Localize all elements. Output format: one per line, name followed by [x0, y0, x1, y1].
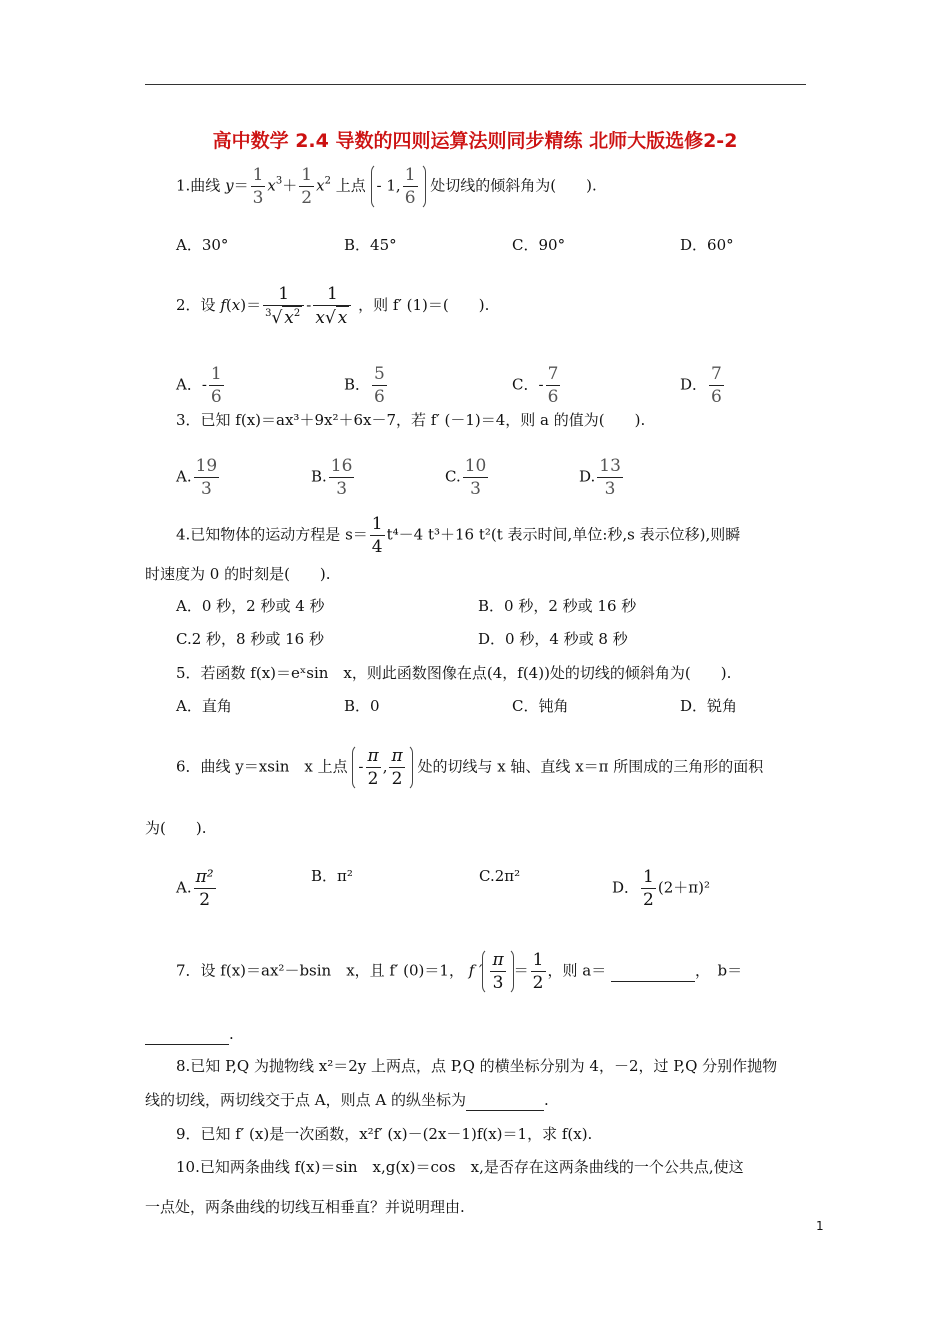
q1-frac-1: $\frac{1}{3}$	[252, 165, 264, 208]
q4-frac: $\frac{1}{4}$	[371, 514, 383, 557]
q3-option-a: A. $\frac{19}{3}$	[176, 456, 218, 499]
q4-option-a: A．0 秒，2 秒或 4 秒	[176, 597, 325, 615]
q1-option-d: D．60°	[680, 236, 734, 254]
q7-line-2: .	[145, 1024, 234, 1045]
q4-option-c: C.2 秒，8 秒或 16 秒	[176, 630, 324, 648]
question-5: 5．若函数 f(x)＝eˣsin x，则此函数图像在点(4，f(4))处的切线的倾斜角为( ).	[176, 664, 732, 682]
q1-point: - 1, $\frac{1}{6}$	[371, 163, 426, 210]
q6-point: - $\frac{\pi}{2}$ , $\frac{\pi}{2}$	[352, 744, 412, 791]
question-9: 9．已知 f′ (x)是一次函数，x²f′ (x)－(2x－1)f(x)＝1，求 f(x).	[176, 1125, 593, 1143]
q2-option-c: C．- $\frac{7}{6}$	[512, 364, 559, 407]
q7-answer-b[interactable]	[145, 1024, 229, 1045]
q1-option-c: C．90°	[512, 236, 566, 254]
q6-option-a: A. $\frac{\text{π²}}{2}$	[176, 867, 214, 910]
q2-suffix: ，则 f′ (1)＝( ).	[358, 296, 490, 314]
q2-prefix: 2．设	[176, 296, 216, 314]
q1-frac-2: $\frac{1}{2}$	[301, 165, 313, 208]
q1-option-b: B．45°	[344, 236, 397, 254]
q2-option-d: D． $\frac{7}{6}$	[680, 364, 722, 407]
question-3: 3．已知 f(x)＝ax³＋9x²＋6x－7，若 f′ (－1)＝4，则 a 的值为( ).	[176, 411, 646, 429]
question-2: 2．设 f(x)＝ $\frac{1}{^3√ x^2}$ - $\frac{1}{x√ x}$ ，则 f′ (1)＝( ).	[176, 284, 490, 328]
header-rule	[145, 84, 806, 85]
q7-answer-a[interactable]	[611, 961, 695, 982]
q3-option-c: C. $\frac{10}{3}$	[445, 456, 487, 499]
q8-answer[interactable]	[466, 1090, 544, 1111]
page-title: 高中数学 2.4 导数的四则运算法则同步精练 北师大版选修2-2	[212, 130, 738, 152]
q5-option-b: B．0	[344, 697, 380, 715]
question-1: 1.曲线 y＝ $\frac{1}{3}$ $x^3+$ $\frac{1}{2}$ $x^2$ 上点 - 1, $\frac{1}{6}$ 处切线的倾斜角为( ).	[176, 165, 597, 208]
q1-suffix: 处切线的倾斜角为( ).	[430, 176, 597, 195]
q2-frac-1: $\frac{1}{^3√ x^2}$	[263, 283, 304, 329]
q2-frac-2: $\frac{1}{x√ x}$	[313, 283, 351, 329]
q4-line-2: 时速度为 0 的时刻是( ).	[145, 565, 331, 583]
q3-option-d: D. $\frac{13}{3}$	[579, 456, 621, 499]
page-number: 1	[816, 1219, 824, 1233]
question-10: 10.已知两条曲线 f(x)＝sin x,g(x)＝cos x,是否存在这两条曲线的一个公共点,使这	[176, 1158, 744, 1176]
q4-option-b: B．0 秒，2 秒或 16 秒	[478, 597, 637, 615]
q1-mid: 上点	[335, 176, 366, 195]
question-8: 8.已知 P,Q 为抛物线 x²＝2y 上两点，点 P,Q 的横坐标分别为 4，－2，过 P,Q 分别作抛物	[176, 1057, 778, 1075]
q5-option-d: D．锐角	[680, 697, 738, 715]
q1-prefix: 1.曲线	[176, 176, 221, 195]
q6-option-c: C.2π²	[479, 867, 521, 885]
q5-option-c: C．钝角	[512, 697, 569, 715]
question-4: 4.已知物体的运动方程是 s＝ $\frac{1}{4}$ t⁴－4 t³＋16 t²(t 表示时间,单位:秒,s 表示位移),则瞬	[176, 514, 741, 557]
q2-option-a: A．- $\frac{1}{6}$	[176, 364, 222, 407]
q3-option-b: B. $\frac{16}{3}$	[311, 456, 353, 499]
q4-option-d: D．0 秒，4 秒或 8 秒	[478, 630, 628, 648]
q6-option-d: D． $\frac{1}{2}$ (2＋π)²	[612, 867, 710, 910]
q8-line-2: 线的切线，两切线交于点 A，则点 A 的纵坐标为 .	[145, 1091, 549, 1109]
question-6: 6．曲线 y＝xsin x 上点 - $\frac{\pi}{2}$ , $\frac{\pi}{2}$ 处的切线与 x 轴、直线 x＝π 所围成的三角形的面积	[176, 746, 764, 789]
q1-option-a: A．30°	[176, 236, 229, 254]
question-7: 7．设 f(x)＝ax²－bsin x，且 f′ (0)＝1， f ′ $\frac{\pi}{3}$ ＝ $\frac{1}{2}$ ，则 a＝ ， b＝	[176, 950, 743, 993]
q6-option-b: B．π²	[311, 867, 353, 885]
q5-option-a: A．直角	[176, 697, 232, 715]
q6-line-2: 为( ).	[145, 819, 207, 837]
q2-option-b: B． $\frac{5}{6}$	[344, 364, 385, 407]
q10-line-2: 一点处，两条曲线的切线互相垂直？并说明理由.	[145, 1198, 465, 1216]
